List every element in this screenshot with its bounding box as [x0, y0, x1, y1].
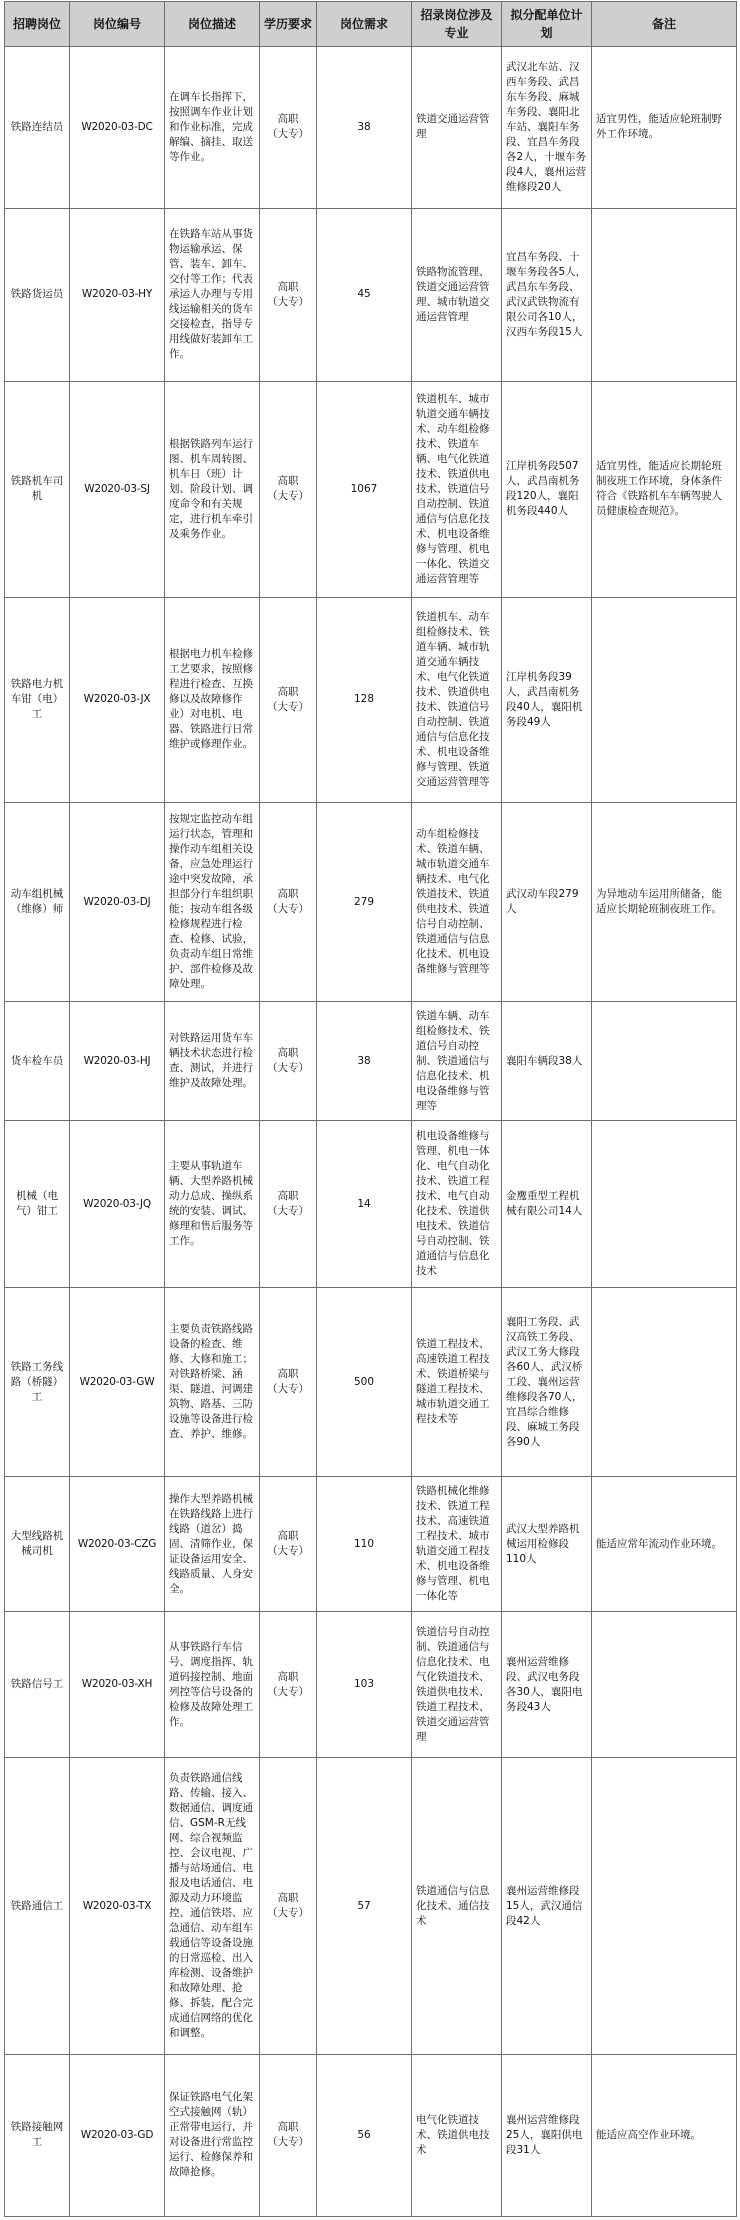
distribution-plan: 襄阳工务段、武汉高铁工务段、武汉工务大修段各60人，武汉桥工段、襄州运营维修段各70人，宜昌综合维修段、麻城工务段各90人: [502, 1288, 592, 1477]
distribution-plan: 襄州运营维修段、武汉电务段各30人，襄阳电务段43人: [502, 1612, 592, 1758]
education-requirement: [260, 1288, 317, 1477]
job-title: 铁路电力机车钳（电）工: [5, 597, 70, 802]
education-requirement: [260, 47, 317, 209]
education-level-note: （大专）: [267, 490, 309, 503]
job-title: 动车组机械（维修）师: [5, 802, 70, 1002]
education-level: 高职: [277, 113, 299, 126]
job-title: 铁路信号工: [5, 1612, 70, 1758]
education-level-note: （大专）: [267, 1383, 309, 1396]
headcount: 279: [317, 802, 412, 1002]
distribution-plan: 江岸机务段507人，武昌南机务段120人，襄阳机务段440人: [502, 381, 592, 597]
related-majors: 机电设备维修与管理、机电一体化、电气自动化技术、铁道工程技术、电气自动化技术、铁道供电技术、铁道信号自动控制、铁道通信与信息化技术: [412, 1121, 502, 1288]
header-education: 学历要求: [260, 2, 317, 47]
remarks: 能适应常年流动作业环境。: [592, 1477, 737, 1612]
related-majors: 电气化铁道技术、铁道供电技术: [412, 2054, 502, 2216]
education-level: 高职: [277, 475, 299, 488]
distribution-plan: 武汉动车段279人: [502, 802, 592, 1002]
header-row: [5, 2, 737, 47]
education-requirement: [260, 1121, 317, 1288]
recruitment-table: [4, 1, 737, 2217]
related-majors: 铁道信号自动控制、铁道通信与信息化技术、电气化铁道技术、铁道供电技术、铁道工程技术、铁道交通运营管理: [412, 1612, 502, 1758]
job-description: 主要负责铁路线路设备的检查、维修、大修和施工；对铁路桥梁、涵渠、隧道、河调建筑物、路基、三防设施等设备进行检查、养护、维修。: [165, 1288, 260, 1477]
job-description: 操作大型养路机械在铁路线路上进行线路（道岔）捣固、清筛作业，保证设备运用安全、线路质量、人身安全。: [165, 1477, 260, 1612]
job-title: 铁路连结员: [5, 47, 70, 209]
header-distribution: 拟分配单位计划: [502, 2, 592, 47]
related-majors: 铁道通信与信息化技术、通信技术: [412, 1758, 502, 2055]
table-row: [5, 208, 737, 381]
header-demand: 岗位需求: [317, 2, 412, 47]
education-level-note: （大专）: [267, 128, 309, 141]
headcount: 57: [317, 1758, 412, 2055]
job-description: 根据铁路列车运行图、机车周转图、机车日（班）计划、阶段计划、调度命令和有关规定，进行机车牵引及乘务作业。: [165, 381, 260, 597]
education-requirement: [260, 2054, 317, 2216]
education-requirement: [260, 1477, 317, 1612]
job-code: W2020-03-HY: [70, 208, 165, 381]
distribution-plan: 襄阳车辆段38人: [502, 1002, 592, 1121]
job-code: W2020-03-SJ: [70, 381, 165, 597]
job-title: 货车检车员: [5, 1002, 70, 1121]
related-majors: 动车组检修技术、铁道车辆、城市轨道交通车辆技术、电气化铁道技术、铁道供电技术、铁道信号自动控制、铁道通信与信息化技术、机电设备维修与管理等: [412, 802, 502, 1002]
job-code: W2020-03-CZG: [70, 1477, 165, 1612]
education-level: 高职: [277, 1892, 299, 1905]
education-requirement: [260, 1002, 317, 1121]
remarks: [592, 1002, 737, 1121]
education-level: 高职: [277, 1670, 299, 1683]
distribution-plan: 武汉大型养路机械运用检修段110人: [502, 1477, 592, 1612]
job-title: 机械（电气）钳工: [5, 1121, 70, 1288]
job-title: 铁路货运员: [5, 208, 70, 381]
job-description: 负责铁路通信线路、传输、接入、数据通信、调度通信、GSM-R无线网、综合视频监控、会议电视、广播与站场通信、电报及电话通信、电源及动力环境监控、通信铁塔、应急通信、动车组车载通信等设备设施的日常巡检、出入库检测、设备维护和故障处理、抢修、拆装，配合完成通信网络的优化和调整。: [165, 1758, 260, 2055]
job-description: 根据电力机车检修工艺要求，按照修程进行检查、互换修以及故障修作业）对电机、电器、铁路进行日常维护或修理作业。: [165, 597, 260, 802]
education-level: 高职: [277, 1190, 299, 1203]
remarks: [592, 597, 737, 802]
job-description: 主要从事轨道车辆、大型养路机械动力总成、操纵系统的安装、调试、修理和售后服务等工作。: [165, 1121, 260, 1288]
education-level-note: （大专）: [267, 1205, 309, 1218]
header-majors: 招录岗位涉及专业: [412, 2, 502, 47]
related-majors: 铁道工程技术、高速铁道工程技术、铁道桥梁与隧道工程技术、城市轨道交通工程技术等: [412, 1288, 502, 1477]
remarks: 适宜男性，能适应长期轮班制夜班工作环境，身体条件符合《铁路机车车辆驾驶人员健康检查规范》。: [592, 381, 737, 597]
education-requirement: [260, 1758, 317, 2055]
distribution-plan: 武汉北车站、汉西车务段、武昌东车务段、麻城车务段、襄阳北车站、襄阳车务段、宜昌车务段各2人，十堰车务段4人，襄州运营维修段20人: [502, 47, 592, 209]
remarks: 适宜男性，能适应轮班制野外工作环境。: [592, 47, 737, 209]
education-level-note: （大专）: [267, 1545, 309, 1558]
job-code: W2020-03-GD: [70, 2054, 165, 2216]
table-row: [5, 47, 737, 209]
headcount: 38: [317, 47, 412, 209]
table-row: [5, 381, 737, 597]
education-level: 高职: [277, 888, 299, 901]
headcount: 56: [317, 2054, 412, 2216]
table-row: [5, 1121, 737, 1288]
job-code: W2020-03-DC: [70, 47, 165, 209]
job-code: W2020-03-JX: [70, 597, 165, 802]
header-title: 招聘岗位: [5, 2, 70, 47]
distribution-plan: 襄州运营维修段25人，襄阳供电段31人: [502, 2054, 592, 2216]
remarks: 为异地动车运用所储备，能适应长期轮班制夜班工作。: [592, 802, 737, 1002]
table-row: [5, 2054, 737, 2216]
job-code: W2020-03-XH: [70, 1612, 165, 1758]
education-requirement: [260, 208, 317, 381]
job-code: W2020-03-JQ: [70, 1121, 165, 1288]
education-level: 高职: [277, 2121, 299, 2134]
headcount: 38: [317, 1002, 412, 1121]
education-level: 高职: [277, 1368, 299, 1381]
job-description: 从事铁路行车信号、调度指挥、轨道码接控制、地面列控等信号设备的检修及故障处理工作。: [165, 1612, 260, 1758]
headcount: 103: [317, 1612, 412, 1758]
table-row: [5, 1477, 737, 1612]
job-code: W2020-03-GW: [70, 1288, 165, 1477]
table-row: [5, 1002, 737, 1121]
job-title: 大型线路机械司机: [5, 1477, 70, 1612]
job-title: 铁路工务线路（桥隧）工: [5, 1288, 70, 1477]
education-level-note: （大专）: [267, 295, 309, 308]
table-row: [5, 597, 737, 802]
job-title: 铁路接触网工: [5, 2054, 70, 2216]
education-level-note: （大专）: [267, 2136, 309, 2149]
distribution-plan: 江岸机务段39人，武昌南机务段40人，襄阳机务段49人: [502, 597, 592, 802]
distribution-plan: 宜昌车务段、十堰车务段各5人，武昌东车务段、武汉武铁物流有限公司各10人，汉西车务段15人: [502, 208, 592, 381]
related-majors: 铁路物流管理、铁道交通运营管理、城市轨道交通运营管理: [412, 208, 502, 381]
job-description: 在铁路车站从事货物运输承运、保管、装车、卸车、交付等工作；代表承运人办理与专用线运输相关的货车交接检查，指导专用线做好装卸车工作。: [165, 208, 260, 381]
job-code: W2020-03-TX: [70, 1758, 165, 2055]
table-row: [5, 1758, 737, 2055]
headcount: 45: [317, 208, 412, 381]
related-majors: 铁道交通运营管理: [412, 47, 502, 209]
related-majors: 铁道机车、动车组检修技术、铁道车辆、城市轨道交通车辆技术、电气化铁道技术、铁道供电技术、铁道信号自动控制、铁道通信与信息化技术、机电设备维修与管理、铁道交通运营管理等: [412, 597, 502, 802]
job-title: 铁路机车司机: [5, 381, 70, 597]
header-description: 岗位描述: [165, 2, 260, 47]
education-level: 高职: [277, 1530, 299, 1543]
related-majors: 铁道机车、城市轨道交通车辆技术、动车组检修技术、铁道车辆、电气化铁道技术、铁道供电技术、铁道信号自动控制、铁道通信与信息化技术、机电设备维修与管理、机电一体化、铁道交通运营管理等: [412, 381, 502, 597]
job-description: 在调车长指挥下，按照调车作业计划和作业标准，完成解编、摘挂、取送等作业。: [165, 47, 260, 209]
education-requirement: [260, 802, 317, 1002]
education-level-note: （大专）: [267, 1062, 309, 1075]
remarks: [592, 1121, 737, 1288]
education-level: 高职: [277, 280, 299, 293]
distribution-plan: 襄州运营维修段15人，武汉通信段42人: [502, 1758, 592, 2055]
job-description: 对铁路运用货车车辆技术状态进行检查、测试，并进行维护及故障处理。: [165, 1002, 260, 1121]
headcount: 1067: [317, 381, 412, 597]
headcount: 128: [317, 597, 412, 802]
headcount: 110: [317, 1477, 412, 1612]
related-majors: 铁道车辆、动车组检修技术、铁道信号自动控制、铁道通信与信息化技术、机电设备维修与管理等: [412, 1002, 502, 1121]
job-code: W2020-03-HJ: [70, 1002, 165, 1121]
remarks: [592, 208, 737, 381]
education-level-note: （大专）: [267, 1685, 309, 1698]
related-majors: 铁路机械化维修技术、铁道工程技术、高速铁道工程技术、城市轨道交通工程技术、机电设备维修与管理、机电一体化等: [412, 1477, 502, 1612]
education-requirement: [260, 597, 317, 802]
education-level-note: （大专）: [267, 903, 309, 916]
education-level-note: （大专）: [267, 1907, 309, 1920]
education-level: 高职: [277, 1047, 299, 1060]
education-requirement: [260, 381, 317, 597]
remarks: [592, 1758, 737, 2055]
job-code: W2020-03-DJ: [70, 802, 165, 1002]
distribution-plan: 金鹰重型工程机械有限公司14人: [502, 1121, 592, 1288]
remarks: [592, 1612, 737, 1758]
education-requirement: [260, 1612, 317, 1758]
headcount: 500: [317, 1288, 412, 1477]
table-row: [5, 1612, 737, 1758]
table-row: [5, 802, 737, 1002]
education-level: 高职: [277, 685, 299, 698]
header-code: 岗位编号: [70, 2, 165, 47]
remarks: 能适应高空作业环境。: [592, 2054, 737, 2216]
education-level-note: （大专）: [267, 700, 309, 713]
headcount: 14: [317, 1121, 412, 1288]
table-row: [5, 1288, 737, 1477]
job-description: 保证铁路电气化架空式接触网（轨）正常带电运行，并对设备进行常监控运行、检修保养和故障抢修。: [165, 2054, 260, 2216]
job-title: 铁路通信工: [5, 1758, 70, 2055]
header-notes: 备注: [592, 2, 737, 47]
remarks: [592, 1288, 737, 1477]
job-description: 按规定监控动车组运行状态，管理和操作动车组相关设备，应急处理运行途中突发故障，承担部分行车组织职能；按动车组各级检修规程进行检查、检修、试验，负责动车组日常维护、部件检修及故障处理。: [165, 802, 260, 1002]
